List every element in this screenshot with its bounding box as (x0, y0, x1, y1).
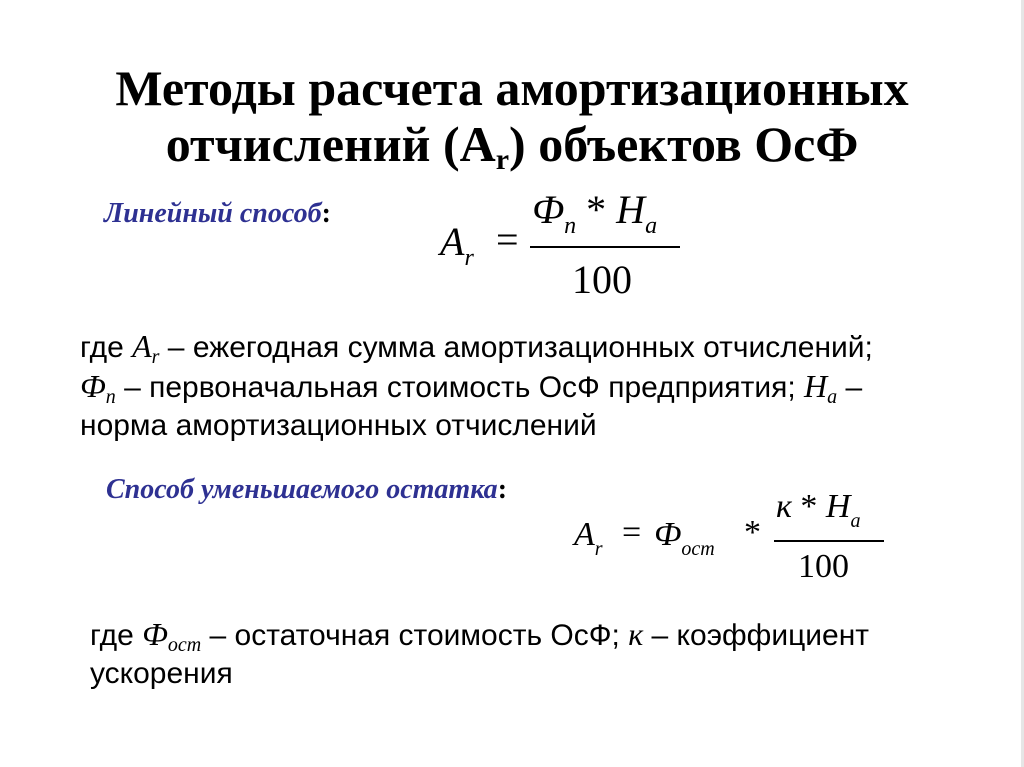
linear-desc-text-2: – первоначальная стоимость ОсФ предприятия; (115, 371, 805, 404)
linear-num-f-sub: n (564, 213, 577, 239)
declining-num-op: * (800, 488, 818, 525)
linear-description (80, 327, 980, 445)
title-line-2-pre: отчислений (A (165, 116, 496, 172)
title-sub-r: r (495, 143, 510, 176)
declining-eq: = (622, 514, 642, 551)
page-title (0, 60, 1024, 176)
linear-desc-line-1 (80, 327, 980, 367)
linear-method-heading (104, 198, 331, 230)
linear-lhs-sub: r (464, 245, 474, 271)
declining-denominator: 100 (798, 548, 849, 585)
declining-lhs-sub: r (594, 538, 603, 560)
declining-heading-text: Способ уменьшаемого остатка (106, 474, 498, 505)
declining-lhs (574, 516, 603, 560)
declining-num-h: Н (825, 488, 851, 525)
declining-mult: * (744, 514, 761, 551)
linear-lhs-a: A (440, 219, 465, 264)
declining-fraction-bar (774, 540, 884, 542)
declining-desc-sym-k: к (628, 616, 644, 652)
declining-heading-colon: : (497, 474, 508, 505)
linear-desc-text-1: – ежегодная сумма амортизационных отчислений; (159, 331, 873, 364)
declining-f-term (654, 516, 715, 560)
title-line-1: Методы расчета амортизационных (115, 60, 909, 116)
title-line-2 (0, 116, 1024, 176)
linear-num-h-sub: a (645, 213, 658, 239)
declining-lhs-a: A (574, 516, 595, 553)
linear-desc-line-3: норма амортизационных отчислений (80, 409, 597, 442)
declining-desc-text-2: – коэффициент (643, 619, 870, 652)
declining-f-sub: ост (681, 538, 715, 560)
declining-method-heading (106, 474, 507, 506)
linear-desc-sub-n: n (105, 386, 116, 408)
linear-num-h: Н (616, 187, 646, 232)
linear-desc-sub-r: r (151, 346, 160, 368)
declining-f: Ф (654, 516, 682, 553)
declining-desc-text-1: – остаточная стоимость ОсФ; (201, 619, 629, 652)
title-line-2-post: ) объектов ОсФ (509, 116, 859, 172)
linear-denominator: 100 (572, 257, 632, 302)
linear-eq: = (496, 217, 519, 262)
declining-desc-pre: где (90, 619, 143, 652)
linear-fraction-bar (530, 246, 680, 248)
linear-desc-pre: где (80, 331, 133, 364)
linear-desc-sym-a: A (132, 328, 152, 364)
declining-numerator (776, 488, 861, 532)
linear-desc-sub-a: a (827, 386, 838, 408)
declining-description (90, 615, 970, 693)
linear-numerator (532, 186, 658, 239)
declining-desc-sym-f: Ф (142, 616, 168, 652)
declining-desc-sub-ost: ост (167, 634, 202, 656)
linear-lhs (440, 218, 474, 271)
linear-desc-sym-h: Н (804, 368, 828, 404)
linear-num-op: * (586, 187, 607, 232)
declining-desc-line-1 (90, 615, 970, 655)
declining-num-k: к (776, 488, 792, 525)
linear-desc-sym-f: Ф (80, 368, 106, 404)
linear-num-f: Ф (532, 187, 565, 232)
linear-heading-colon: : (321, 198, 331, 229)
linear-desc-line-2 (80, 367, 980, 407)
declining-num-h-sub: a (850, 510, 861, 532)
linear-desc-dash: – (837, 371, 863, 404)
linear-heading-text: Линейный способ (104, 198, 322, 229)
declining-desc-line-2: ускорения (90, 657, 233, 690)
